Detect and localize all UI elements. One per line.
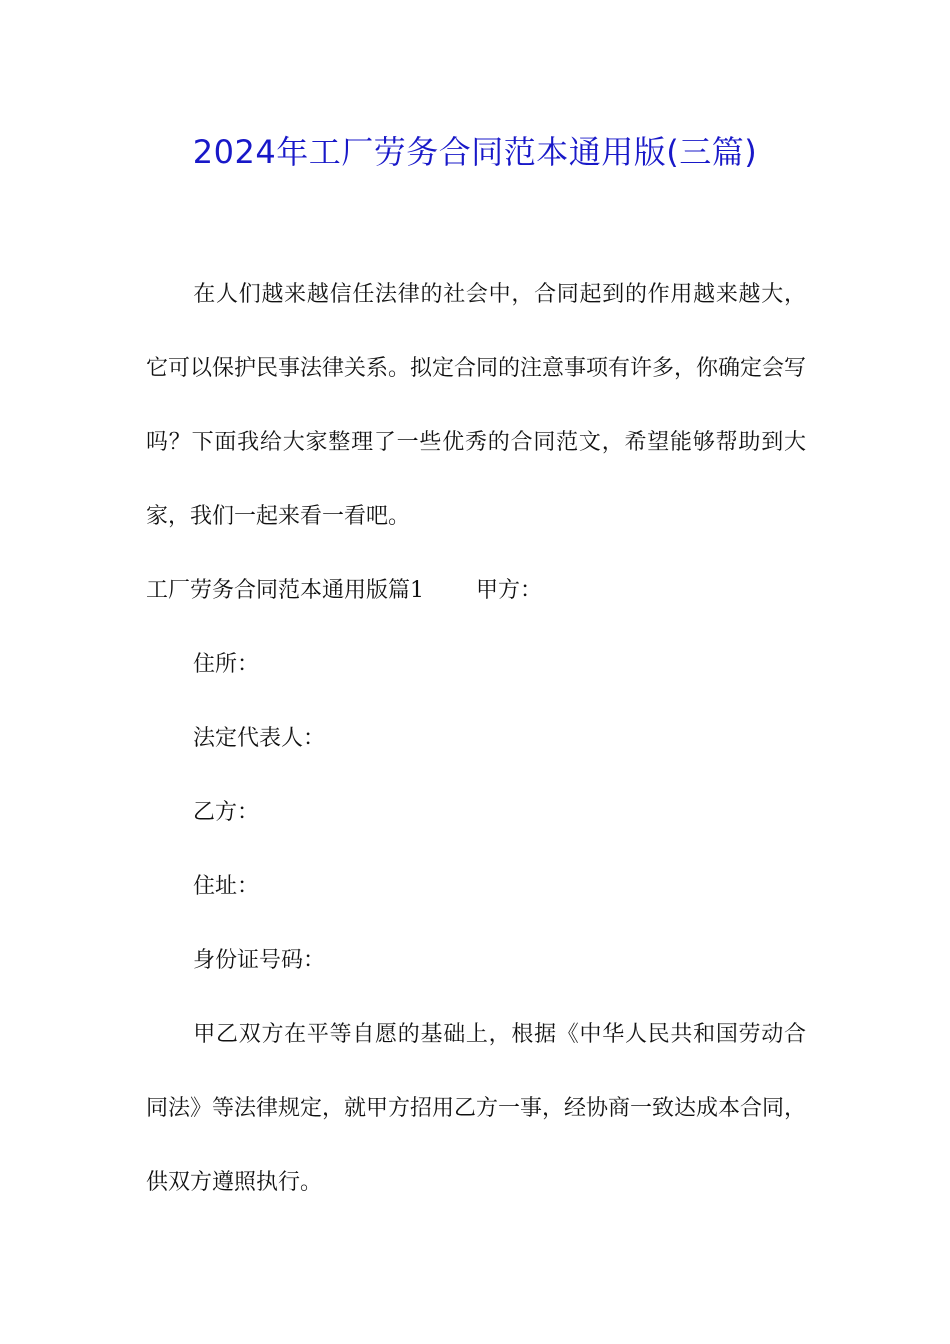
intro-paragraph: 在人们越来越信任法律的社会中，合同起到的作用越来越大，它可以保护民事法律关系。拟定合同的注意事项有许多，你确定会写吗？下面我给大家整理了一些优秀的合同范文，希望能够帮助到大家，我们一起来看一看吧。: [146, 282, 807, 529]
field-id-number: 身份证号码：: [193, 948, 326, 973]
document-title: 2024年工厂劳务合同范本通用版(三篇): [192, 133, 758, 171]
field-address: 住址：: [193, 874, 260, 899]
field-party-b: 乙方：: [193, 800, 260, 825]
field-residence: 住所：: [193, 652, 260, 677]
section-heading-line: [146, 554, 806, 628]
agreement-paragraph: 甲乙双方在平等自愿的基础上，根据《中华人民共和国劳动合同法》等法律规定，就甲方招用乙方一事，经协商一致达成本合同，供双方遵照执行。: [146, 1022, 807, 1195]
document-body: [146, 258, 806, 1220]
party-a-label: 甲方：: [476, 578, 543, 603]
section-heading: 工厂劳务合同范本通用版篇1: [146, 578, 424, 603]
field-legal-representative: 法定代表人：: [193, 726, 326, 751]
